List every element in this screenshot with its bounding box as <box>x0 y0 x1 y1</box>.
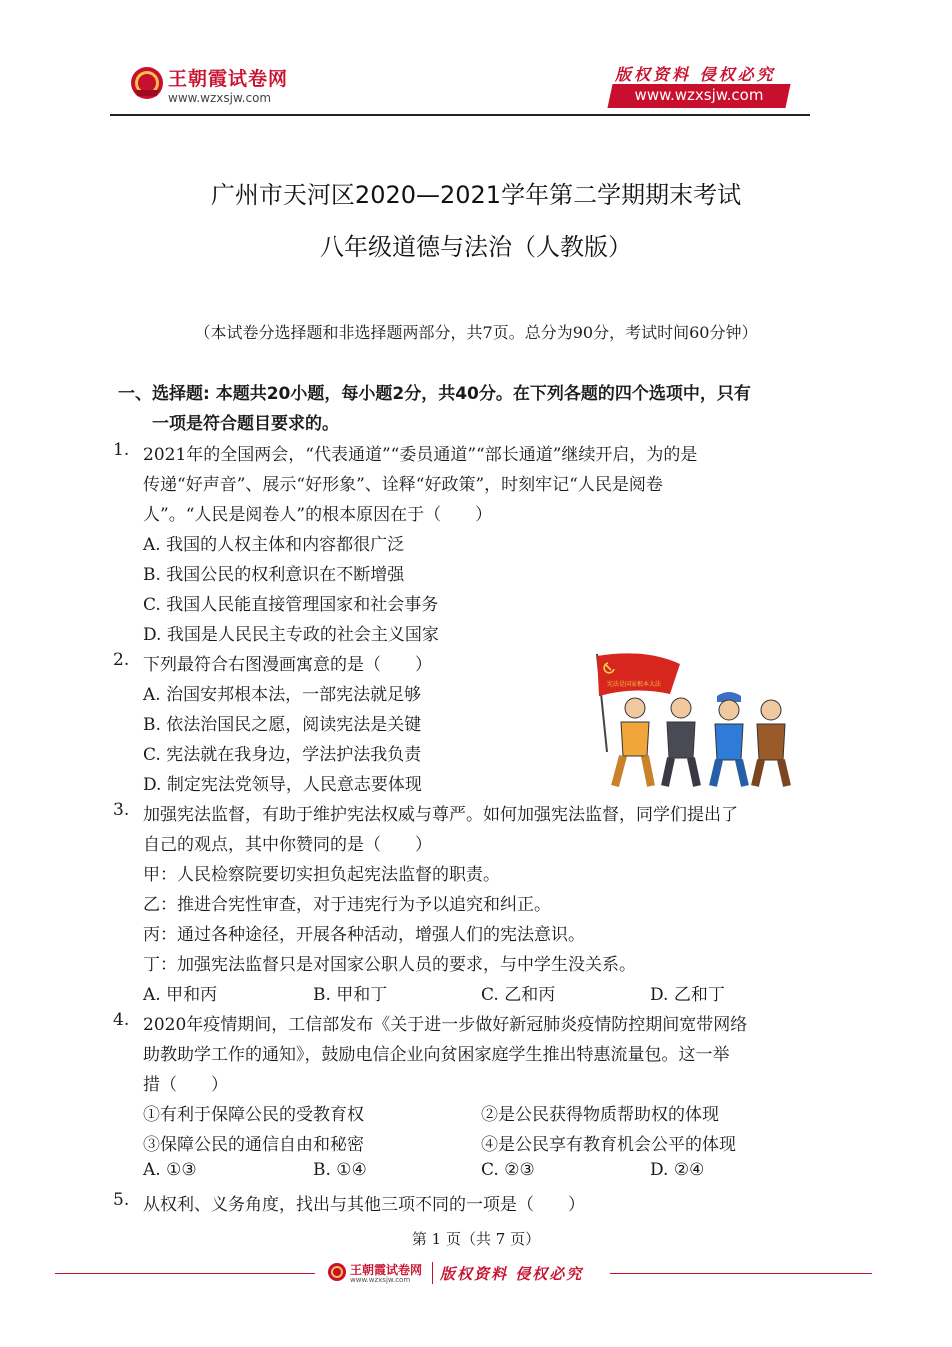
exam-title: 广州市天河区2020—2021学年第二学期期末考试 <box>210 181 742 209</box>
header-copyright: 版权资料 侵权必究 <box>615 65 776 84</box>
question-number: 2. <box>113 650 130 670</box>
header-site-url[interactable]: www.wzxsjw.com <box>634 86 764 104</box>
statement: ②是公民获得物质帮助权的体现 <box>481 1105 719 1125</box>
option: A. 我国的人权主体和内容都很广泛 <box>143 535 405 555</box>
statement: 丁：加强宪法监督只是对国家公职人员的要求，与中学生没关系。 <box>143 955 636 975</box>
logo-name: 王朝霞试卷网 <box>168 68 289 90</box>
page-number: 第 1 页（共 7 页） <box>411 1230 541 1248</box>
statement: 丙：通过各种途径，开展各种活动，增强人们的宪法意识。 <box>143 925 585 945</box>
option: D. 乙和丁 <box>650 985 725 1005</box>
flag-text: 宪法是国家根本大法 <box>607 681 662 688</box>
logo-badge-icon <box>130 66 164 100</box>
option: B. 我国公民的权利意识在不断增强 <box>143 565 405 585</box>
statement: ④是公民享有教育机会公平的体现 <box>481 1135 736 1155</box>
question-text: 助教助学工作的通知》，鼓励电信企业向贫困家庭学生推出特惠流量包。这一举 <box>143 1045 730 1065</box>
option: A. 甲和丙 <box>143 985 218 1005</box>
cartoon-illustration <box>585 652 800 794</box>
logo-url: www.wzxsjw.com <box>168 91 272 105</box>
question-number: 5. <box>113 1190 130 1210</box>
header-divider <box>110 114 810 116</box>
statement: 甲：人民检察院要切实担负起宪法监督的职责。 <box>143 865 500 885</box>
option: A. 治国安邦根本法，一部宪法就足够 <box>143 685 422 705</box>
question-text: 2021年的全国两会，“代表通道”“委员通道”“部长通道”继续开启，为的是 <box>143 445 698 465</box>
option: C. ②③ <box>481 1160 535 1180</box>
option: B. 依法治国民之愿，阅读宪法是关键 <box>143 715 422 735</box>
statement: 乙：推进合宪性审查，对于违宪行为予以追究和纠正。 <box>143 895 551 915</box>
option: C. 宪法就在我身边，学法护法我负责 <box>143 745 422 765</box>
section-heading: 一、选择题: 本题共20小题，每小题2分，共40分。在下列各题的四个选项中，只有 <box>118 384 751 404</box>
question-text: 措（ ） <box>143 1075 228 1095</box>
statement: ③保障公民的通信自由和秘密 <box>143 1135 364 1155</box>
footer-logo-url: www.wzxsjw.com <box>350 1276 411 1284</box>
footer-logo-icon <box>327 1262 347 1282</box>
question-text: 加强宪法监督，有助于维护宪法权威与尊严。如何加强宪法监督，同学们提出了 <box>143 805 738 825</box>
option: D. ②④ <box>650 1160 705 1180</box>
option: A. ①③ <box>143 1160 197 1180</box>
exam-subtitle: 八年级道德与法治（人教版） <box>320 233 632 261</box>
section-heading-cont: 一项是符合题目要求的。 <box>152 414 339 434</box>
question-text: 传递“好声音”、展示“好形象”、诠释“好政策”，时刻牢记“人民是阅卷 <box>143 475 663 495</box>
question-number: 3. <box>113 800 130 820</box>
question-text: 2020年疫情期间，工信部发布《关于进一步做好新冠肺炎疫情防控期间宽带网络 <box>143 1015 748 1035</box>
footer-divider-right <box>610 1273 872 1274</box>
option: C. 乙和丙 <box>481 985 556 1005</box>
statement: ①有利于保障公民的受教育权 <box>143 1105 364 1125</box>
question-text: 下列最符合右图漫画寓意的是（ ） <box>143 655 432 675</box>
footer-copyright: 版权资料 侵权必究 <box>440 1265 584 1283</box>
option: D. 制定宪法党领导，人民意志要体现 <box>143 775 422 795</box>
option: C. 我国人民能直接管理国家和社会事务 <box>143 595 439 615</box>
option: D. 我国是人民民主专政的社会主义国家 <box>143 625 439 645</box>
question-text: 人”。“人民是阅卷人”的根本原因在于（ ） <box>143 505 493 525</box>
question-number: 4. <box>113 1010 130 1030</box>
option: B. 甲和丁 <box>313 985 388 1005</box>
question-number: 1. <box>113 440 130 460</box>
option: B. ①④ <box>313 1160 367 1180</box>
footer-logo-name: 王朝霞试卷网 <box>350 1263 423 1277</box>
question-text: 自己的观点，其中你赞同的是（ ） <box>143 835 432 855</box>
exam-note: （本试卷分选择题和非选择题两部分，共7页。总分为90分，考试时间60分钟） <box>194 323 758 342</box>
footer-separator <box>432 1262 433 1284</box>
footer-divider-left <box>55 1273 315 1274</box>
question-text: 从权利、义务角度，找出与其他三项不同的一项是（ ） <box>143 1195 585 1215</box>
